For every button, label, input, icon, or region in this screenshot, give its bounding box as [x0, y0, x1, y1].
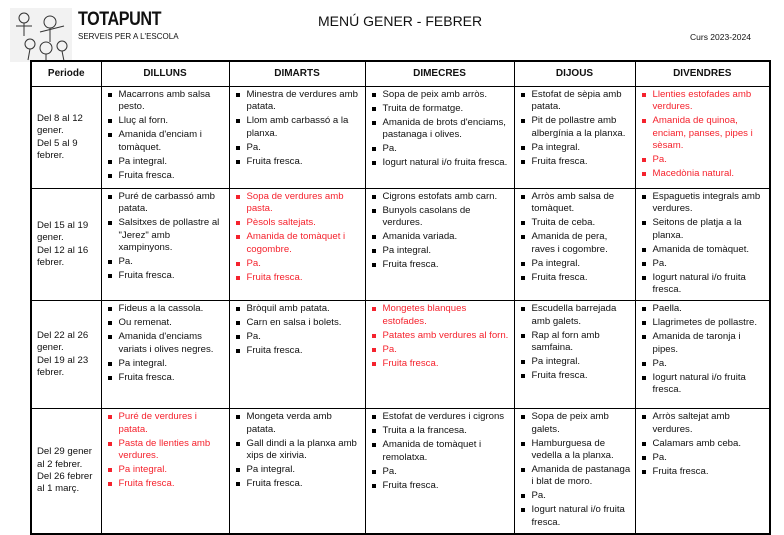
dish-item: Arròs saltejat amb verdures. [640, 411, 767, 436]
dish-item: Iogurt natural i/o fruita fresca. [640, 272, 767, 297]
dish-item: Truita de formatge. [370, 103, 511, 115]
dish-item: Fruita fresca. [519, 156, 632, 168]
dish-list [640, 89, 767, 181]
dish-item: Mongeta verda amb patata. [234, 411, 362, 436]
dish-item: Pa. [370, 143, 511, 155]
week-row [31, 87, 770, 189]
menu-cell-divendres [635, 301, 770, 409]
header-row [31, 61, 770, 87]
dish-item: Llom amb carbassó a la planxa. [234, 115, 362, 140]
page-title: MENÚ GENER - FEBRER [318, 13, 483, 29]
dish-item: Pa integral. [106, 464, 226, 476]
dish-list [519, 411, 632, 529]
dish-item: Pa. [234, 258, 362, 270]
dish-item: Truita de ceba. [519, 217, 632, 229]
period-cell [31, 87, 101, 189]
dish-list [519, 303, 632, 382]
dish-item: Estofat de sèpia amb patata. [519, 89, 632, 114]
menu-cell-divendres [635, 409, 770, 534]
dish-item: Calamars amb ceba. [640, 438, 767, 450]
dish-item: Amanida de tomàquet i cogombre. [234, 231, 362, 256]
dish-item: Fruita fresca. [234, 345, 362, 357]
dish-item: Fruita fresca. [106, 478, 226, 490]
period-range: Del 19 al 23 febrer. [37, 354, 89, 379]
dish-list [106, 303, 226, 384]
dish-item: Iogurt natural i/o fruita fresca. [519, 504, 632, 529]
dish-item: Llenties estofades amb verdures. [640, 89, 767, 114]
dish-list [234, 191, 362, 284]
menu-cell-dimecres [365, 409, 514, 534]
dish-item: Bunyols casolans de verdures. [370, 205, 511, 230]
dish-item: Minestra de verdures amb patata. [234, 89, 362, 114]
dish-item: Fruita fresca. [370, 480, 511, 492]
menu-cell-dijous [514, 301, 635, 409]
menu-cell-dijous [514, 87, 635, 189]
dish-item: Pa. [106, 256, 226, 268]
menu-cell-dilluns [101, 189, 229, 301]
dish-item: Amanida de brots d'enciams, pastanaga i olives. [370, 117, 511, 142]
dish-item: Amanida de quinoa, enciam, panses, pipes i sèsam. [640, 115, 767, 152]
dish-item: Mongetes blanques estofades. [370, 303, 511, 328]
menu-cell-dilluns [101, 409, 229, 534]
dish-item: Pa integral. [106, 156, 226, 168]
menu-table [30, 60, 771, 535]
dish-item: Pèsols saltejats. [234, 217, 362, 229]
dish-list [234, 89, 362, 168]
dish-item: Amanida de tomàquet. [640, 244, 767, 256]
dish-item: Pa integral. [519, 258, 632, 270]
dish-item: Arròs amb salsa de tomàquet. [519, 191, 632, 216]
dish-item: Pasta de llenties amb verdures. [106, 438, 226, 463]
dish-item: Fruita fresca. [106, 170, 226, 182]
dish-item: Carn en salsa i bolets. [234, 317, 362, 329]
dish-item: Sopa de verdures amb pasta. [234, 191, 362, 216]
dish-item: Truita a la francesa. [370, 425, 511, 437]
dish-list [640, 191, 767, 297]
dish-item: Fruita fresca. [106, 270, 226, 282]
menu-cell-dimarts [229, 409, 365, 534]
menu-cell-dilluns [101, 301, 229, 409]
period-range: Del 15 al 19 gener. [37, 219, 89, 244]
dish-item: Macarrons amb salsa pesto. [106, 89, 226, 114]
dish-item: Escudella barrejada amb galets. [519, 303, 632, 328]
dish-item: Amanida de taronja i pipes. [640, 331, 767, 356]
menu-cell-dimecres [365, 301, 514, 409]
dish-item: Puré de verdures i patata. [106, 411, 226, 436]
dish-item: Pa integral. [234, 464, 362, 476]
brand-name: TOTAPUNT [78, 9, 162, 30]
column-header-dilluns: DILLUNS [101, 61, 229, 87]
column-header-dimarts: DIMARTS [229, 61, 365, 87]
dish-item: Espaguetis integrals amb verdures. [640, 191, 767, 216]
dish-item: Bròquil amb patata. [234, 303, 362, 315]
dish-list [106, 191, 226, 283]
period-range: Del 22 al 26 gener. [37, 329, 89, 354]
dish-item: Cigrons estofats amb carn. [370, 191, 511, 203]
period-cell [31, 301, 101, 409]
dish-item: Gall dindi a la planxa amb xips de xirivia. [234, 438, 362, 463]
dish-item: Fideus a la cassola. [106, 303, 226, 315]
dish-item: Lluç al forn. [106, 115, 226, 127]
dish-item: Fruita fresca. [519, 370, 632, 382]
dish-item: Amanida de pastanaga i blat de moro. [519, 464, 632, 489]
dish-item: Paella. [640, 303, 767, 315]
dish-item: Rap al forn amb samfaina. [519, 330, 632, 355]
period-cell [31, 189, 101, 301]
dish-item: Amanida de tomàquet i remolatxa. [370, 439, 511, 464]
dish-item: Pa. [640, 358, 767, 370]
dish-item: Seitons de platja a la planxa. [640, 217, 767, 242]
dish-item: Pa. [370, 466, 511, 478]
menu-cell-dijous [514, 189, 635, 301]
dish-item: Puré de carbassó amb patata. [106, 191, 226, 216]
dish-item: Macedònia natural. [640, 168, 767, 180]
dish-item: Pit de pollastre amb albergínia a la planxa. [519, 115, 632, 140]
column-header-dijous: DIJOUS [514, 61, 635, 87]
logo-illustration [10, 8, 72, 62]
dish-item: Pa. [640, 258, 767, 270]
dish-item: Fruita fresca. [106, 372, 226, 384]
dish-list [370, 411, 511, 492]
dish-list [106, 411, 226, 490]
brand-tagline: SERVEIS PER A L'ESCOLA [78, 32, 179, 41]
dish-item: Pa integral. [519, 142, 632, 154]
menu-cell-dimarts [229, 87, 365, 189]
dish-item: Fruita fresca. [234, 156, 362, 168]
dish-list [370, 303, 511, 370]
column-header-periode: Periode [31, 61, 101, 87]
dish-item: Pa. [640, 154, 767, 166]
period-range: Del 26 febrer al 1 març. [37, 471, 93, 495]
dish-list [106, 89, 226, 182]
dish-item: Pa. [370, 344, 511, 356]
dish-item: Amanida variada. [370, 231, 511, 243]
dish-item: Pa. [640, 452, 767, 464]
menu-cell-dimecres [365, 189, 514, 301]
dish-list [640, 303, 767, 396]
dish-item: Salsitxes de pollastre al "Jerez" amb xampinyons. [106, 217, 226, 254]
dish-list [519, 191, 632, 284]
dish-item: Iogurt natural i/o fruita fresca. [640, 372, 767, 397]
week-row [31, 189, 770, 301]
dish-item: Sopa de peix amb arròs. [370, 89, 511, 101]
dish-item: Patates amb verdures al forn. [370, 330, 511, 342]
dish-list [370, 89, 511, 170]
menu-cell-divendres [635, 189, 770, 301]
menu-cell-dimecres [365, 87, 514, 189]
menu-cell-dimarts [229, 301, 365, 409]
dish-item: Pa. [234, 331, 362, 343]
dish-item: Pa. [519, 490, 632, 502]
dish-list [234, 411, 362, 490]
dish-list [519, 89, 632, 168]
menu-cell-dilluns [101, 87, 229, 189]
dish-item: Estofat de verdures i cigrons [370, 411, 511, 423]
dish-item: Ou remenat. [106, 317, 226, 329]
dish-item: Fruita fresca. [370, 358, 511, 370]
dish-item: Hamburguesa de vedella a la planxa. [519, 438, 632, 463]
dish-item: Iogurt natural i/o fruita fresca. [370, 157, 511, 169]
dish-item: Amanida d'enciams variats i olives negres. [106, 331, 226, 356]
period-cell [31, 409, 101, 534]
column-header-dimecres: DIMECRES [365, 61, 514, 87]
dish-item: Sopa de peix amb galets. [519, 411, 632, 436]
week-row [31, 409, 770, 534]
dish-item: Pa integral. [106, 358, 226, 370]
dish-item: Pa integral. [519, 356, 632, 368]
dish-item: Llagrimetes de pollastre. [640, 317, 767, 329]
dish-list [370, 191, 511, 272]
dish-item: Amanida de pera, raves i cogombre. [519, 231, 632, 256]
dish-list [234, 303, 362, 357]
period-range: Del 12 al 16 febrer. [37, 244, 89, 269]
dish-list [640, 411, 767, 478]
dish-item: Amanida d'enciam i tomàquet. [106, 129, 226, 154]
menu-cell-dimarts [229, 189, 365, 301]
dish-item: Pa. [234, 142, 362, 154]
menu-cell-dijous [514, 409, 635, 534]
period-range: Del 5 al 9 febrer. [37, 137, 78, 161]
dish-item: Fruita fresca. [234, 272, 362, 284]
dish-item: Fruita fresca. [519, 272, 632, 284]
week-row [31, 301, 770, 409]
dish-item: Pa integral. [370, 245, 511, 257]
dish-item: Fruita fresca. [370, 259, 511, 271]
menu-cell-divendres [635, 87, 770, 189]
course-year: Curs 2023-2024 [690, 32, 751, 42]
period-range: Del 29 gener al 2 febrer. [37, 446, 92, 470]
column-header-divendres: DIVENDRES [635, 61, 770, 87]
period-range: Del 8 al 12 gener. [37, 112, 83, 137]
dish-item: Fruita fresca. [234, 478, 362, 490]
dish-item: Fruita fresca. [640, 466, 767, 478]
